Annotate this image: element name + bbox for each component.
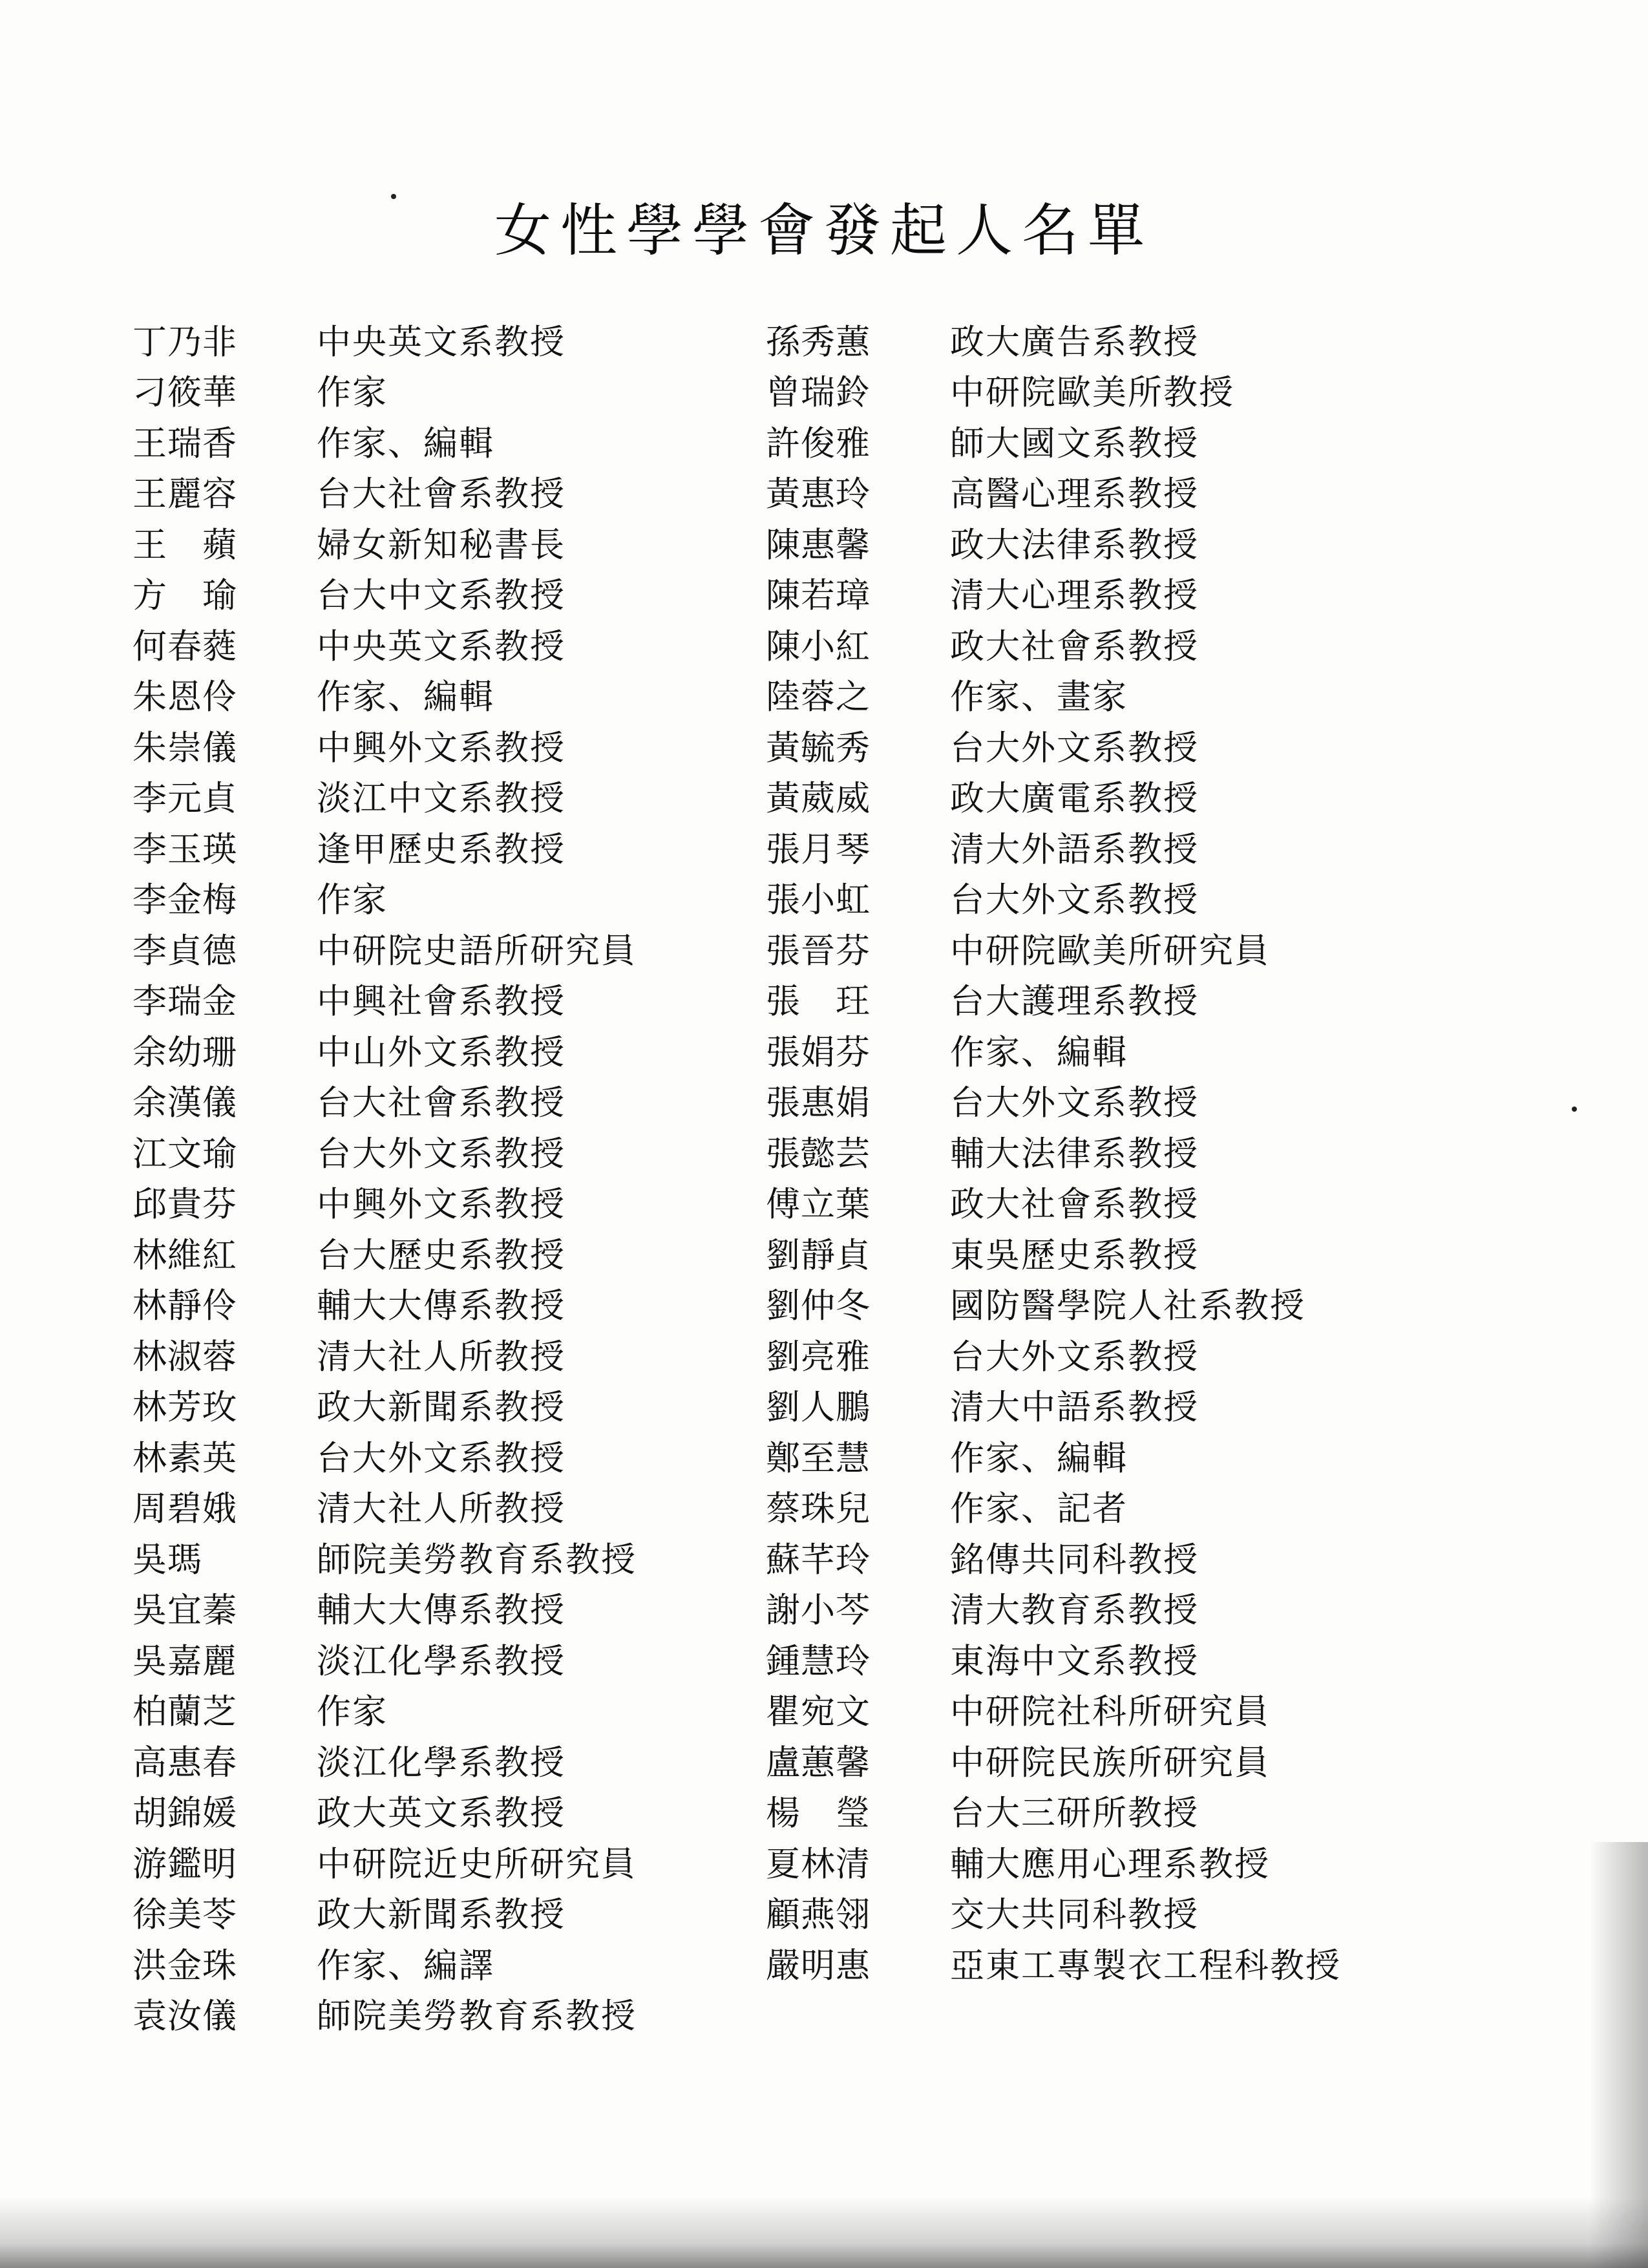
member-affiliation: 淡江化學系教授 xyxy=(317,1641,565,1681)
member-name: 吳瑪 xyxy=(132,1540,202,1580)
member-name: 王麗容 xyxy=(132,474,237,514)
member-name: 陳小紅 xyxy=(766,626,871,666)
member-name: 王 蘋 xyxy=(132,525,237,565)
member-name: 林靜伶 xyxy=(132,1286,237,1326)
member-affiliation: 台大外文系教授 xyxy=(950,880,1199,920)
member-affiliation: 台大社會系教授 xyxy=(317,1083,565,1123)
member-affiliation: 逢甲歷史系教授 xyxy=(317,829,565,869)
list-item xyxy=(766,1331,1541,1383)
list-item xyxy=(766,1687,1541,1738)
member-affiliation: 清大心理系教授 xyxy=(950,576,1199,616)
member-name: 李金梅 xyxy=(132,880,237,920)
member-affiliation: 中研院近史所研究員 xyxy=(317,1844,637,1884)
list-item xyxy=(766,520,1541,571)
member-affiliation: 中研院社科所研究員 xyxy=(950,1692,1270,1732)
member-name: 謝小芩 xyxy=(766,1591,871,1631)
list-item xyxy=(132,418,779,469)
member-name: 蘇芊玲 xyxy=(766,1540,871,1580)
member-name: 黃葳威 xyxy=(766,779,871,819)
list-item xyxy=(132,1940,779,1991)
member-affiliation: 國防醫學院人社系教授 xyxy=(950,1286,1305,1326)
member-name: 嚴明惠 xyxy=(766,1945,871,1986)
list-item xyxy=(132,977,779,1028)
member-name: 刁筱華 xyxy=(132,373,237,413)
member-name: 胡錦媛 xyxy=(132,1794,237,1834)
list-item xyxy=(766,1281,1541,1332)
member-affiliation: 淡江化學系教授 xyxy=(317,1743,565,1783)
list-item xyxy=(766,1484,1541,1535)
list-item xyxy=(766,1383,1541,1434)
member-name: 蔡珠兒 xyxy=(766,1489,871,1529)
member-affiliation: 台大護理系教授 xyxy=(950,982,1199,1022)
member-name: 李瑞金 xyxy=(132,982,237,1022)
member-name: 傅立葉 xyxy=(766,1185,871,1225)
left-column-list xyxy=(132,317,779,2042)
member-affiliation: 作家、記者 xyxy=(950,1489,1128,1529)
member-name: 劉仲冬 xyxy=(766,1286,871,1326)
scan-speck xyxy=(1572,1107,1577,1112)
member-affiliation: 作家 xyxy=(317,880,388,920)
member-name: 黃惠玲 xyxy=(766,474,871,514)
list-item xyxy=(132,1281,779,1332)
list-item xyxy=(132,1839,779,1890)
member-affiliation: 台大社會系教授 xyxy=(317,474,565,514)
scan-speck xyxy=(391,194,396,199)
member-affiliation: 清大社人所教授 xyxy=(317,1489,565,1529)
list-item xyxy=(132,1788,779,1839)
list-item xyxy=(132,1991,779,2042)
member-name: 許俊雅 xyxy=(766,423,871,463)
list-item xyxy=(132,1534,779,1585)
member-affiliation: 中興社會系教授 xyxy=(317,982,565,1022)
member-name: 劉靜貞 xyxy=(766,1235,871,1275)
member-affiliation: 政大社會系教授 xyxy=(950,1185,1199,1225)
member-name: 劉人鵬 xyxy=(766,1388,871,1428)
member-affiliation: 清大外語系教授 xyxy=(950,829,1199,869)
member-affiliation: 台大歷史系教授 xyxy=(317,1235,565,1275)
member-name: 張惠娟 xyxy=(766,1083,871,1123)
member-name: 袁汝儀 xyxy=(132,1997,237,2037)
list-item xyxy=(766,418,1541,469)
list-item xyxy=(132,1737,779,1788)
member-affiliation: 中研院民族所研究員 xyxy=(950,1743,1270,1783)
list-item xyxy=(766,1585,1541,1637)
member-affiliation: 台大外文系教授 xyxy=(950,1337,1199,1377)
member-name: 吳嘉麗 xyxy=(132,1641,237,1681)
member-affiliation: 作家 xyxy=(317,1692,388,1732)
list-item xyxy=(766,672,1541,723)
member-affiliation: 淡江中文系教授 xyxy=(317,779,565,819)
list-item xyxy=(766,1180,1541,1231)
member-name: 林維紅 xyxy=(132,1235,237,1275)
list-item xyxy=(132,1129,779,1180)
list-item xyxy=(132,1636,779,1687)
member-affiliation: 中央英文系教授 xyxy=(317,322,565,362)
member-name: 林淑蓉 xyxy=(132,1337,237,1377)
member-affiliation: 輔大大傳系教授 xyxy=(317,1591,565,1631)
list-item xyxy=(132,1230,779,1281)
list-item xyxy=(766,1940,1541,1991)
member-name: 高惠春 xyxy=(132,1743,237,1783)
list-item xyxy=(766,571,1541,622)
list-item xyxy=(766,824,1541,875)
member-affiliation: 台大外文系教授 xyxy=(950,728,1199,768)
member-affiliation: 中興外文系教授 xyxy=(317,1185,565,1225)
member-name: 林素英 xyxy=(132,1438,237,1478)
member-affiliation: 台大中文系教授 xyxy=(317,576,565,616)
list-item xyxy=(132,1180,779,1231)
list-item xyxy=(766,1078,1541,1129)
member-name: 鄭至慧 xyxy=(766,1438,871,1478)
member-affiliation: 中山外文系教授 xyxy=(317,1032,565,1072)
member-name: 王瑞香 xyxy=(132,423,237,463)
list-item xyxy=(132,1331,779,1383)
list-item xyxy=(766,621,1541,672)
member-name: 朱崇儀 xyxy=(132,728,237,768)
member-affiliation: 師院美勞教育系教授 xyxy=(317,1997,637,2037)
list-item xyxy=(132,1433,779,1484)
member-name: 林芳玫 xyxy=(132,1388,237,1428)
list-item xyxy=(766,926,1541,977)
member-affiliation: 輔大法律系教授 xyxy=(950,1134,1199,1174)
member-affiliation: 中研院歐美所教授 xyxy=(950,373,1234,413)
list-item xyxy=(766,1433,1541,1484)
list-item xyxy=(132,1383,779,1434)
member-name: 邱貴芬 xyxy=(132,1185,237,1225)
member-affiliation: 政大社會系教授 xyxy=(950,626,1199,666)
member-name: 李元貞 xyxy=(132,779,237,819)
member-name: 劉亮雅 xyxy=(766,1337,871,1377)
member-name: 丁乃非 xyxy=(132,322,237,362)
member-affiliation: 清大教育系教授 xyxy=(950,1591,1199,1631)
member-affiliation: 台大外文系教授 xyxy=(317,1134,565,1174)
member-name: 陸蓉之 xyxy=(766,677,871,717)
member-name: 方 瑜 xyxy=(132,576,237,616)
member-name: 吳宜蓁 xyxy=(132,1591,237,1631)
member-affiliation: 台大三研所教授 xyxy=(950,1794,1199,1834)
member-name: 曾瑞鈴 xyxy=(766,373,871,413)
member-affiliation: 台大外文系教授 xyxy=(317,1438,565,1478)
member-name: 游鑑明 xyxy=(132,1844,237,1884)
list-item xyxy=(132,1585,779,1637)
member-affiliation: 作家 xyxy=(317,373,388,413)
member-affiliation: 師大國文系教授 xyxy=(950,423,1199,463)
member-affiliation: 婦女新知秘書長 xyxy=(317,525,565,565)
member-name: 張 玨 xyxy=(766,982,871,1022)
list-item xyxy=(766,1890,1541,1941)
list-item xyxy=(132,875,779,926)
member-name: 李貞德 xyxy=(132,931,237,971)
member-name: 顧燕翎 xyxy=(766,1895,871,1935)
member-affiliation: 師院美勞教育系教授 xyxy=(317,1540,637,1580)
member-affiliation: 台大外文系教授 xyxy=(950,1083,1199,1123)
list-item xyxy=(132,774,779,825)
list-item xyxy=(132,368,779,419)
list-item xyxy=(766,1839,1541,1890)
member-name: 李玉瑛 xyxy=(132,829,237,869)
member-name: 何春蕤 xyxy=(132,626,237,666)
list-item xyxy=(132,621,779,672)
member-affiliation: 交大共同科教授 xyxy=(950,1895,1199,1935)
member-name: 張懿芸 xyxy=(766,1134,871,1174)
member-name: 孫秀蕙 xyxy=(766,322,871,362)
list-item xyxy=(132,571,779,622)
member-name: 盧蕙馨 xyxy=(766,1743,871,1783)
list-item xyxy=(132,1484,779,1535)
member-name: 張小虹 xyxy=(766,880,871,920)
member-name: 余幼珊 xyxy=(132,1032,237,1072)
list-item xyxy=(132,723,779,774)
member-affiliation: 東海中文系教授 xyxy=(950,1641,1199,1681)
member-affiliation: 作家、畫家 xyxy=(950,677,1128,717)
member-affiliation: 輔大應用心理系教授 xyxy=(950,1844,1270,1884)
list-item xyxy=(766,368,1541,419)
member-affiliation: 中研院歐美所研究員 xyxy=(950,931,1270,971)
member-affiliation: 輔大大傳系教授 xyxy=(317,1286,565,1326)
member-affiliation: 東吳歷史系教授 xyxy=(950,1235,1199,1275)
list-item xyxy=(766,469,1541,520)
member-name: 徐美苓 xyxy=(132,1895,237,1935)
member-name: 楊 瑩 xyxy=(766,1794,871,1834)
member-affiliation: 作家、編輯 xyxy=(950,1032,1128,1072)
member-affiliation: 政大新聞系教授 xyxy=(317,1388,565,1428)
list-item xyxy=(766,1534,1541,1585)
member-name: 柏蘭芝 xyxy=(132,1692,237,1732)
member-name: 周碧娥 xyxy=(132,1489,237,1529)
member-affiliation: 作家、編輯 xyxy=(317,423,494,463)
member-affiliation: 政大新聞系教授 xyxy=(317,1895,565,1935)
list-item xyxy=(132,1078,779,1129)
member-affiliation: 政大法律系教授 xyxy=(950,525,1199,565)
list-item xyxy=(132,1890,779,1941)
member-affiliation: 中研院史語所研究員 xyxy=(317,931,637,971)
list-item xyxy=(132,317,779,368)
member-affiliation: 中興外文系教授 xyxy=(317,728,565,768)
member-name: 余漢儀 xyxy=(132,1083,237,1123)
list-item xyxy=(766,1788,1541,1839)
list-item xyxy=(766,1129,1541,1180)
member-affiliation: 銘傳共同科教授 xyxy=(950,1540,1199,1580)
scan-bottom-shadow xyxy=(0,2197,1648,2268)
list-item xyxy=(766,977,1541,1028)
member-affiliation: 政大廣告系教授 xyxy=(950,322,1199,362)
list-item xyxy=(766,1737,1541,1788)
member-name: 鍾慧玲 xyxy=(766,1641,871,1681)
list-item xyxy=(766,875,1541,926)
member-affiliation: 清大中語系教授 xyxy=(950,1388,1199,1428)
member-name: 張娟芬 xyxy=(766,1032,871,1072)
member-affiliation: 清大社人所教授 xyxy=(317,1337,565,1377)
list-item xyxy=(132,1687,779,1738)
list-item xyxy=(132,469,779,520)
member-name: 江文瑜 xyxy=(132,1134,237,1174)
member-name: 黃毓秀 xyxy=(766,728,871,768)
list-item xyxy=(766,774,1541,825)
member-name: 瞿宛文 xyxy=(766,1692,871,1732)
list-item xyxy=(132,824,779,875)
member-name: 陳若璋 xyxy=(766,576,871,616)
member-name: 張月琴 xyxy=(766,829,871,869)
list-item xyxy=(132,926,779,977)
member-name: 洪金珠 xyxy=(132,1945,237,1986)
member-name: 陳惠馨 xyxy=(766,525,871,565)
member-affiliation: 政大英文系教授 xyxy=(317,1794,565,1834)
member-name: 朱恩伶 xyxy=(132,677,237,717)
member-affiliation: 中央英文系教授 xyxy=(317,626,565,666)
member-name: 夏林清 xyxy=(766,1844,871,1884)
member-name: 張晉芬 xyxy=(766,931,871,971)
list-item xyxy=(766,1636,1541,1687)
member-affiliation: 亞東工專製衣工程科教授 xyxy=(950,1945,1341,1986)
member-affiliation: 作家、編輯 xyxy=(317,677,494,717)
page-title: 女性學學會發起人名單 xyxy=(494,196,1154,264)
member-affiliation: 作家、編譯 xyxy=(317,1945,494,1986)
list-item xyxy=(132,520,779,571)
list-item xyxy=(766,1027,1541,1078)
list-item xyxy=(766,723,1541,774)
right-column-list xyxy=(766,317,1541,1991)
member-affiliation: 作家、編輯 xyxy=(950,1438,1128,1478)
list-item xyxy=(766,317,1541,368)
list-item xyxy=(132,672,779,723)
list-item xyxy=(766,1230,1541,1281)
member-affiliation: 高醫心理系教授 xyxy=(950,474,1199,514)
list-item xyxy=(132,1027,779,1078)
member-affiliation: 政大廣電系教授 xyxy=(950,779,1199,819)
